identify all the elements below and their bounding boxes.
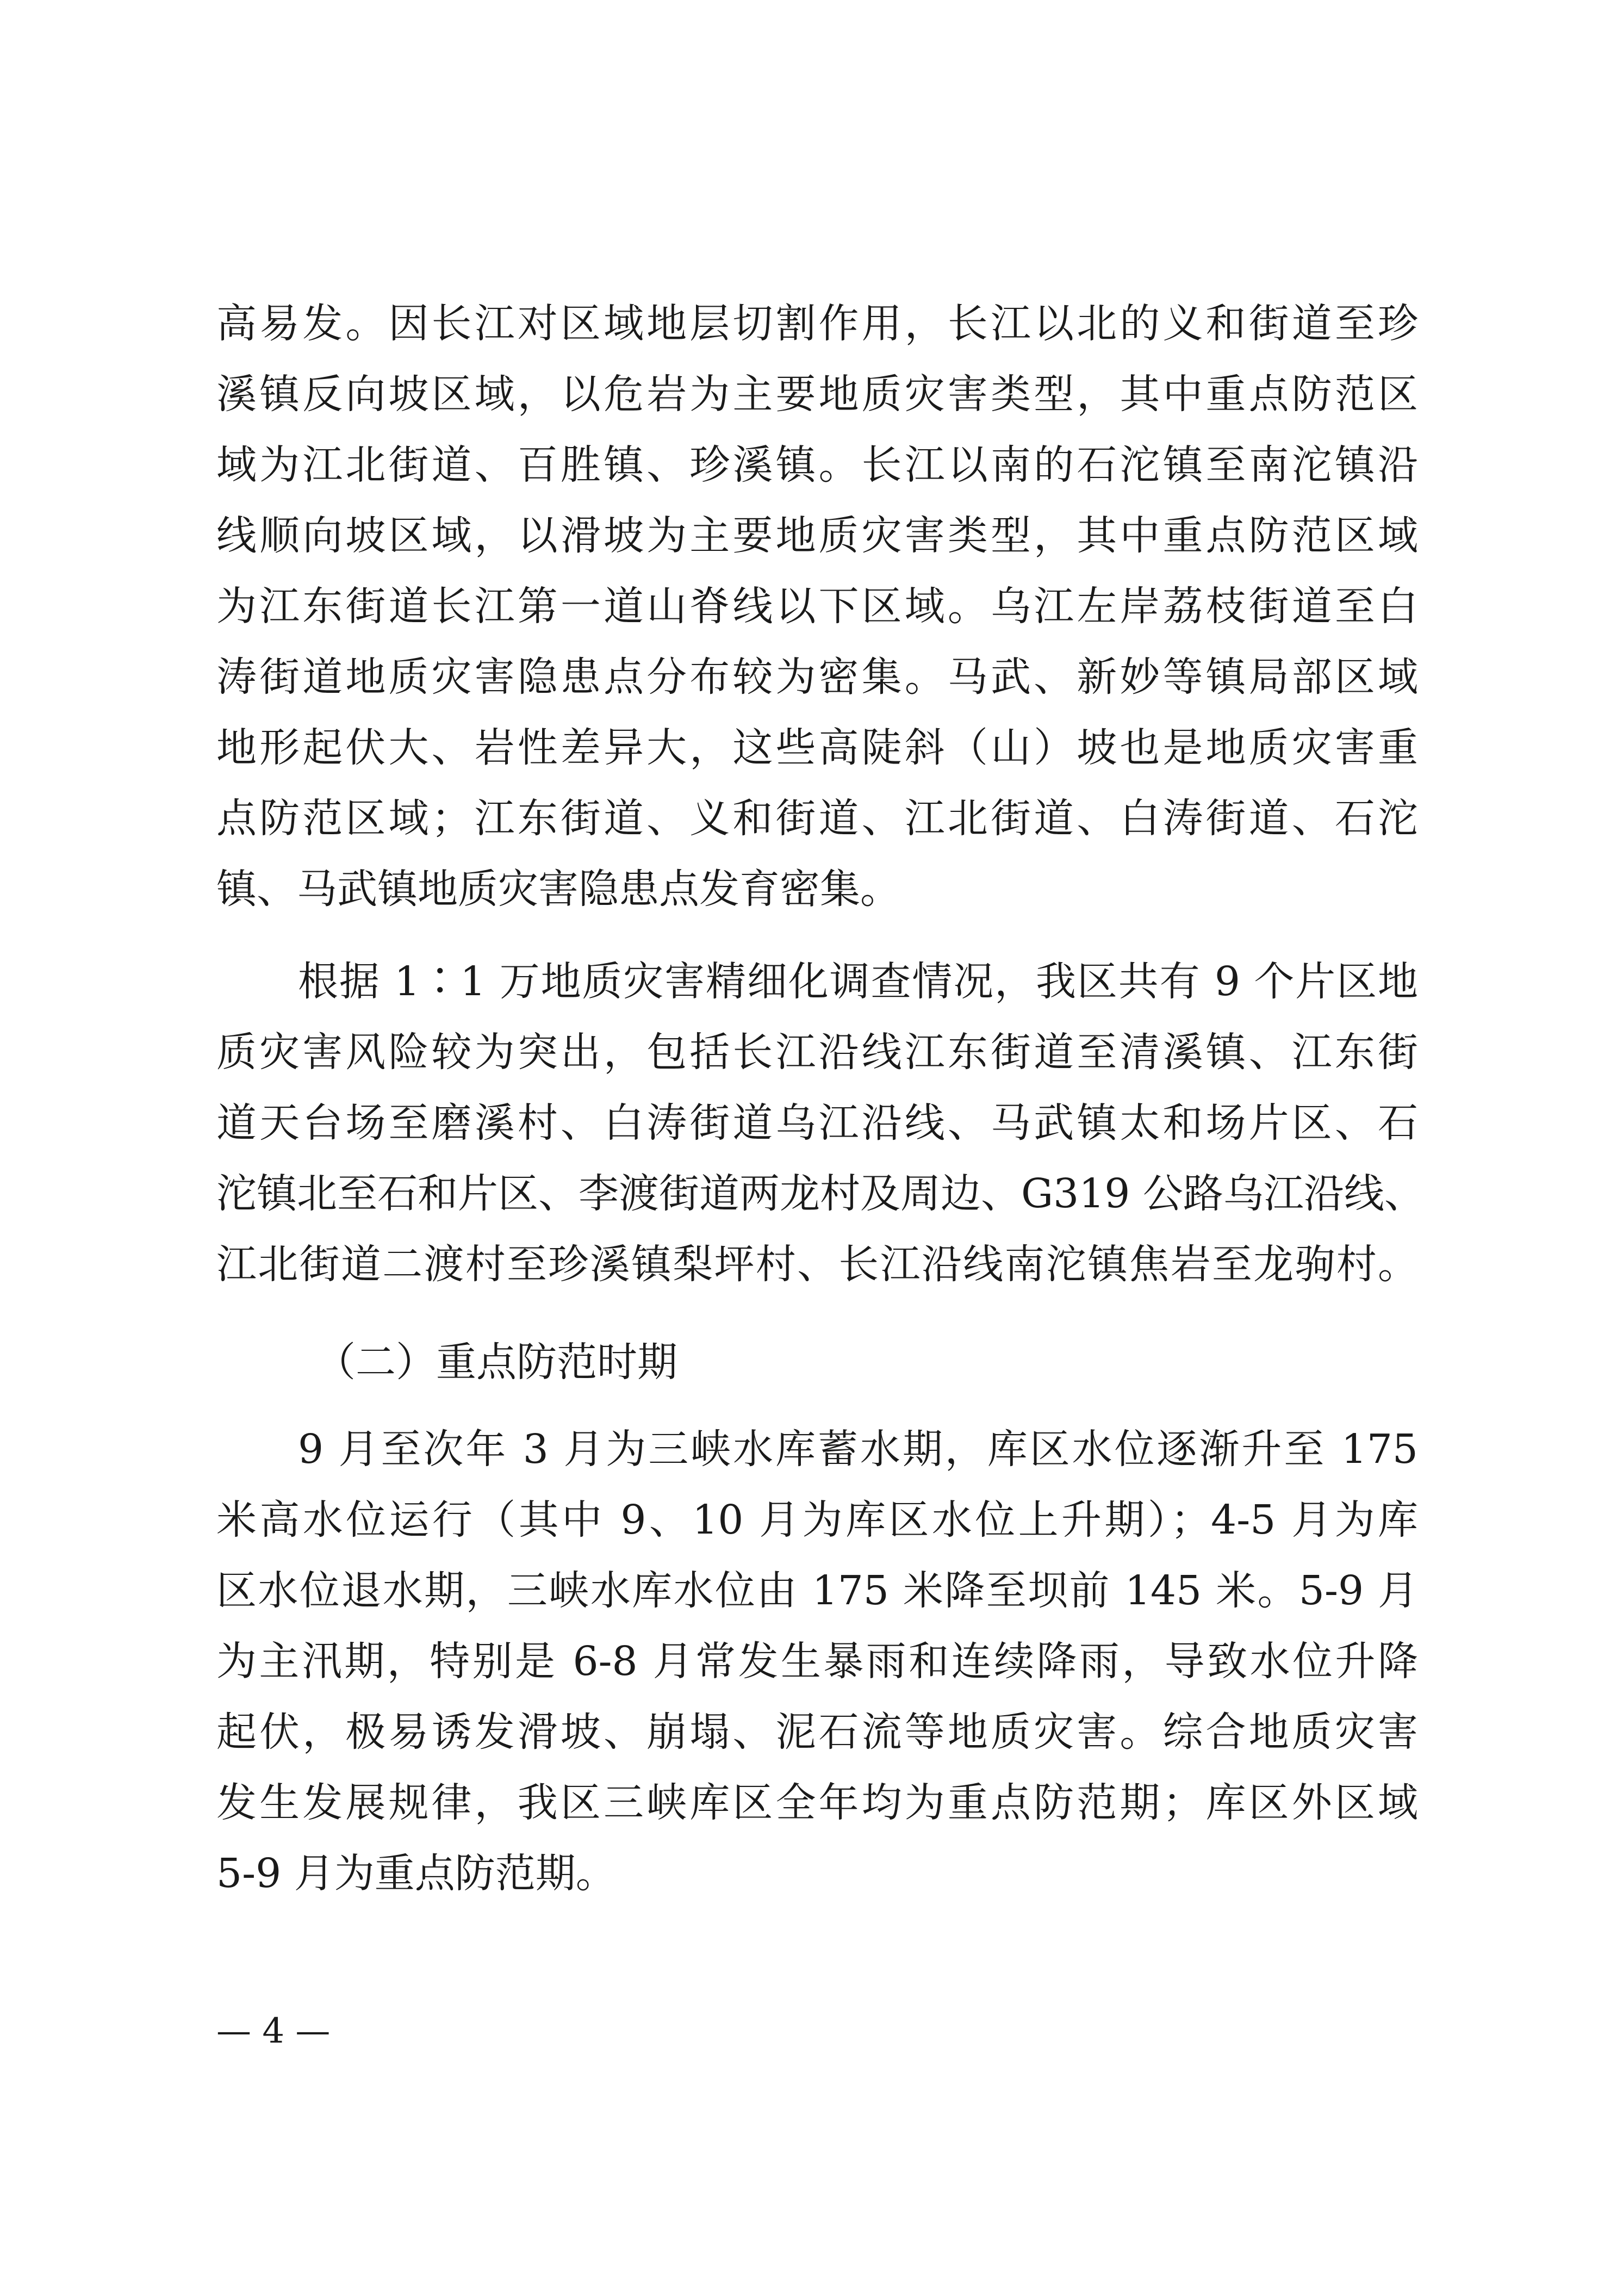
text-line: 根据 1∶1 万地质灾害精细化调查情况，我区共有 9 个片区地 — [298, 958, 1418, 1005]
text-line: 道天台场至磨溪村、白涛街道乌江沿线、马武镇太和场片区、石 — [216, 1100, 1418, 1146]
page-number: — 4 — — [216, 2011, 331, 2051]
text-line: 米高水位运行（其中 9、10 月为库区水位上升期）；4-5 月为库 — [216, 1497, 1418, 1543]
text-line: 为江东街道长江第一道山脊线以下区域。乌江左岸荔枝街道至白 — [216, 583, 1418, 630]
text-line: 起伏，极易诱发滑坡、崩塌、泥石流等地质灾害。综合地质灾害 — [216, 1709, 1418, 1755]
text-line: 镇、马武镇地质灾害隐患点发育密集。 — [216, 866, 900, 913]
text-line: 质灾害风险较为突出，包括长江沿线江东街道至清溪镇、江东街 — [216, 1029, 1418, 1076]
text-line: 域为江北街道、百胜镇、珍溪镇。长江以南的石沱镇至南沱镇沿 — [216, 442, 1418, 488]
text-line: 发生发展规律，我区三峡库区全年均为重点防范期；库区外区域 — [216, 1779, 1418, 1826]
text-line: 5-9 月为重点防范期。 — [216, 1850, 616, 1897]
text-line: 涛街道地质灾害隐患点分布较为密集。马武、新妙等镇局部区域 — [216, 654, 1418, 700]
text-line: 沱镇北至石和片区、李渡街道两龙村及周边、G319 公路乌江沿线、 — [216, 1170, 1425, 1217]
text-line: 地形起伏大、岩性差异大，这些高陡斜（山）坡也是地质灾害重 — [216, 724, 1418, 771]
text-line: 高易发。因长江对区域地层切割作用，长江以北的义和街道至珍 — [216, 300, 1418, 347]
text-line: 线顺向坡区域，以滑坡为主要地质灾害类型，其中重点防范区域 — [216, 512, 1418, 559]
text-line: 溪镇反向坡区域，以危岩为主要地质灾害类型，其中重点防范区 — [216, 371, 1418, 418]
text-line: 江北街道二渡村至珍溪镇梨坪村、长江沿线南沱镇焦岩至龙驹村。 — [216, 1241, 1418, 1288]
section-heading: （二）重点防范时期 — [315, 1339, 677, 1386]
text-line: 区水位退水期，三峡水库水位由 175 米降至坝前 145 米。5-9 月 — [216, 1567, 1418, 1614]
text-line: 9 月至次年 3 月为三峡水库蓄水期，库区水位逐渐升至 175 — [298, 1426, 1418, 1473]
text-line: 点防范区域；江东街道、义和街道、江北街道、白涛街道、石沱 — [216, 795, 1418, 842]
text-line: 为主汛期，特别是 6-8 月常发生暴雨和连续降雨，导致水位升降 — [216, 1638, 1418, 1685]
